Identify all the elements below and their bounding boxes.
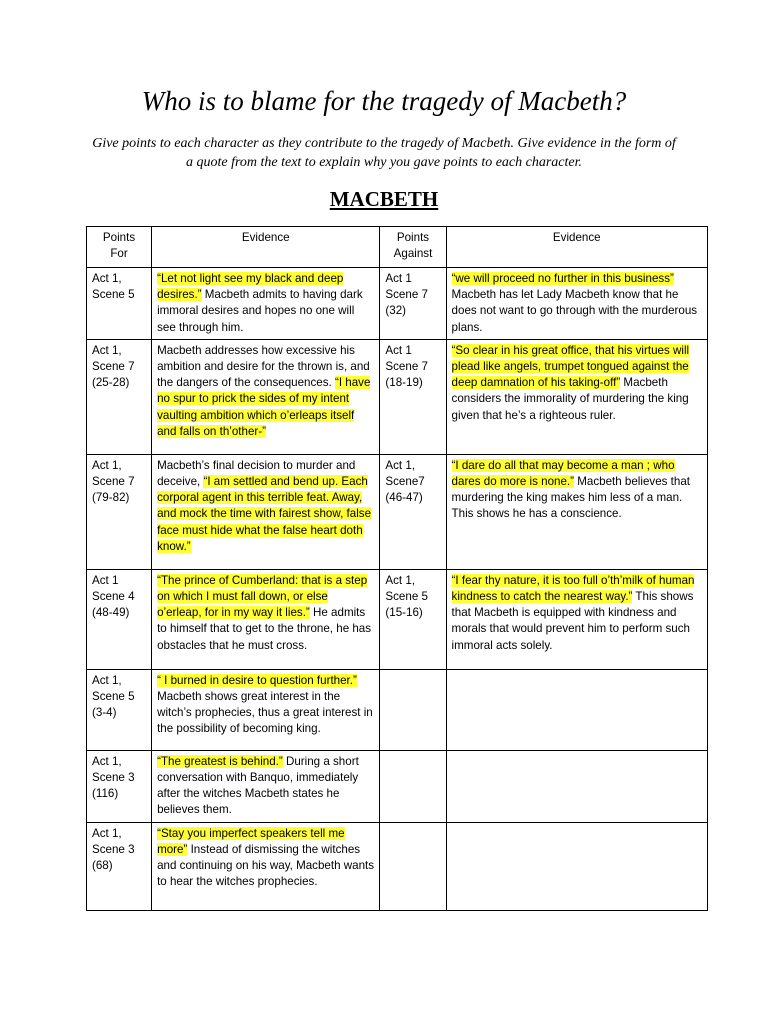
evidence-text: Macbeth has let Lady Macbeth know that he does not want to go through with the murderous plans. [451,288,698,334]
points-for-ref: Act 1, Scene 7 (25-28) [87,339,152,454]
instructions: Give points to each character as they contribute to the tragedy of Macbeth. Give evidence in the form of a quote from the text to explain why you gave points to each character. [92,136,676,170]
evidence-against-cell [446,454,707,569]
evidence-for-cell [152,569,380,669]
evidence-against-cell [446,822,707,910]
points-for-ref: Act 1 Scene 4 (48-49) [87,569,152,669]
evidence-quote: “I dare do all that may become a man ; who dares do more is none.” [451,458,675,489]
table-row [87,822,708,910]
evidence-text: During a short conversation with Banquo, immediately after the witches Macbeth states he believes them. [157,754,359,817]
evidence-quote: “ I burned in desire to question further.” [157,673,357,687]
header-points-against: Points Against [380,227,446,268]
points-against-ref [380,822,446,910]
evidence-quote: “Let not light see my black and deep desires.” [157,272,344,302]
evidence-text: Macbeth addresses how excessive his ambition and desire for the thrown is, and the dangers of the consequences. [157,343,370,390]
points-against-ref: Act 1, Scene 5 (15-16) [380,569,446,669]
header-evidence-for: Evidence [152,227,380,268]
points-against-ref [380,669,446,750]
evidence-text: Macbeth believes that murdering the king makes him less of a man. This shows he has a conscience. [451,475,691,521]
evidence-against-cell [446,339,707,454]
evidence-quote: “Stay you imperfect speakers tell me more” [157,826,345,857]
evidence-quote: “I fear thy nature, it is too full o’th’milk of human kindness to catch the nearest way.” [451,573,695,604]
evidence-for-cell [152,454,380,569]
evidence-for-cell [152,822,380,910]
evidence-for-cell [152,339,380,454]
table-row [87,669,708,750]
points-for-ref: Act 1, Scene 3 (116) [87,750,152,822]
evidence-text: This shows that Macbeth is equipped with kindness and morals that would prevent him to perform such immoral acts solely. [451,590,694,652]
section-heading: MACBETH [329,187,439,211]
evidence-text: Macbeth admits to having dark immoral desires and hopes no one will see through him. [157,288,363,334]
evidence-for-cell [152,669,380,750]
evidence-quote: “So clear in his great office, that his virtues will plead like angels, trumpet tongued against the deep damnation of his taking-off” [451,343,690,390]
evidence-text: Macbeth shows great interest in the witch’s prophecies, thus a great interest in the possibility of becoming king. [157,690,373,736]
evidence-text: Instead of dismissing the witches and continuing on his way, Macbeth wants to hear the witches prophecies. [157,843,375,889]
points-for-ref: Act 1, Scene 5 (3-4) [87,669,152,750]
evidence-quote: “The greatest is behind.” [157,754,283,768]
evidence-quote: “The prince of Cumberland: that is a step on which I must fall down, or else o’erleap, for in my way it lies.” [157,573,368,620]
evidence-quote: “I am settled and bend up. Each corporal agent in this terrible feat. Away, and mock the time with fairest show, false face must hide what the false heart doth know.” [157,475,372,553]
points-against-ref [380,750,446,822]
evidence-text: He admits to himself that to get to the throne, he has obstacles that he must cross. [157,606,372,652]
evidence-against-cell [446,750,707,822]
evidence-against-cell [446,669,707,750]
table-row [87,268,708,340]
table-row [87,339,708,454]
evidence-against-cell [446,268,707,340]
points-for-ref: Act 1, Scene 7 (79-82) [87,454,152,569]
evidence-quote: “I have no spur to prick the sides of my intent vaulting ambition which o’erleaps itself and falls on th’other-” [157,376,371,438]
points-for-ref: Act 1, Scene 5 [87,268,152,340]
evidence-text: Macbeth considers the immorality of murdering the king given that he’s a righteous ruler. [451,376,689,422]
points-for-ref: Act 1, Scene 3 (68) [87,822,152,910]
points-against-ref: Act 1 Scene 7 (18-19) [380,339,446,454]
page-title: Who is to blame for the tragedy of Macbeth? [141,86,627,116]
evidence-for-cell [152,750,380,822]
evidence-for-cell [152,268,380,340]
table-row [87,750,708,822]
table-row [87,569,708,669]
table-header-row [87,227,708,268]
table-row [87,454,708,569]
points-against-ref: Act 1 Scene 7 (32) [380,268,446,340]
evidence-quote: “we will proceed no further in this business” [451,272,674,285]
points-against-ref: Act 1, Scene7 (46-47) [380,454,446,569]
header-points-for: Points For [87,227,152,268]
evidence-against-cell [446,569,707,669]
header-evidence-against: Evidence [446,227,707,268]
evidence-text: Macbeth’s final decision to murder and deceive, [157,458,356,489]
evidence-table [86,226,708,911]
